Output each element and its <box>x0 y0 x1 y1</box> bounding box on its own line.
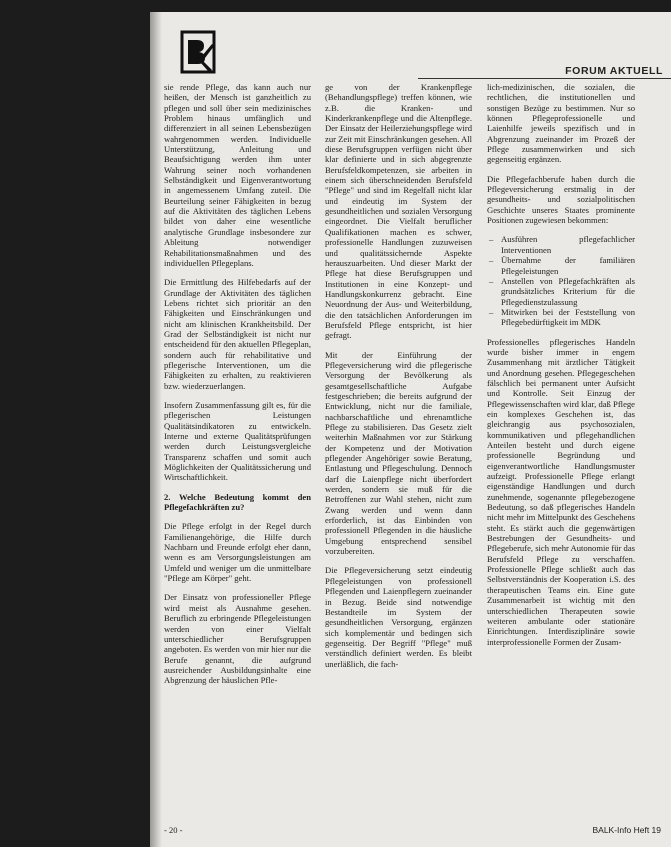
text-column-2 <box>325 82 472 678</box>
paragraph: lich-medizinischen, die sozialen, die rechtlichen, die institutionellen und sonstigen Bezüge zu bestimmen. Nur so können Pflegeprofessionelle und Laienhilfe jeweils spezifisch und in Abgrenzung zueinander im Prozeß der Pflege zusammenwirken und sich gegenseitig ergänzen. <box>487 82 635 165</box>
text-column-1 <box>164 82 311 695</box>
paragraph: Die Pflegefachberufe haben durch die Pflegeversicherung erstmalig in der gesundheits- und sozialpolitischen Geschichte unseres Staates prominente Positionen zugewiesen bekommen: <box>487 173 635 226</box>
list-item: – Übernahme der familiären Pflegeleistungen <box>487 255 635 276</box>
journal-footer: BALK-Info Heft 19 <box>592 825 661 835</box>
paragraph: Die Pflege erfolgt in der Regel durch Familienangehörige, die Hilfe durch Nachbarn und Freunde erfolgt eher dann, wenn es am Versorgungsleistungen am Umfeld und weniger um die unmittelbare "Pflege am Körper" geht. <box>164 521 311 584</box>
paragraph: Mit der Einführung der Pflegeversicherung wird die pflegerische Versorgung der Bevölkerung als gesamtgesellschaftliche Aufgabe festgeschrieben; die bereits aufgrund der Entwicklung, nicht nur die familiale, nachbarschaftliche und ehrenamtliche Pflege zu stabilisieren. Das Gesetz zielt weiterhin Maßnahmen vor zur Stärkung der Kompetenz und der Motivation pflegender Angehöriger sowie Beratung, Entlastung und Pflegeschulung. Dennoch darf die Laienpflege nicht überfordert werden, sondern sie muß für die Betroffenen zur Wahl stehen, nicht zum Zwang werden und wenn dann erforderlich, ist das Einbinden von professionell Pflegenden in die häusliche Umgebung entsprechend sensibel vorzubereiten. <box>325 349 472 557</box>
section-heading: 2. Welche Bedeutung kommt den Pflegefachkräften zu? <box>164 491 311 513</box>
header-rule <box>418 78 671 79</box>
paragraph: Die Pflegeversicherung setzt eindeutig Pflegeleistungen von professionell Pflegenden und Laienpflegern zueinander in Bezug. Beide sind notwendige Bestandteile im System der gesundheitlichen Versorgung, ergänzen sich komplementär und bedingen sich gegenseitig. Der Begriff "Pflege" muß verständlich definiert werden. Es bleibt unerläßlich, die fach- <box>325 565 472 669</box>
list-item: – Anstellen von Pflegefachkräften als grundsätzliches Kriterium für die Pflegedienstzulassung <box>487 276 635 307</box>
balk-logo <box>178 30 218 74</box>
paragraph: Insofern Zusammenfassung gilt es, für die pflegerischen Leistungen Qualitätsindikatoren zu entwickeln. Interne und externe Qualitätsprüfungen werden durch Leistungsvergleiche Transparenz schaffen und somit auch Möglichkeiten der Qualitätssicherung und Wirtschaftlichkeit. <box>164 399 311 483</box>
bullet-list <box>487 234 635 327</box>
paragraph: Professionelles pflegerisches Handeln wurde bisher immer in engem Zusammenhang mit ärztlicher Tätigkeit und Anordnung gesehen. Pflegegeschehen fälschlich bei permanent unter Aufsicht und Kontrolle. Seit Einzug der Pflegewissenschaften wird klar, daß Pflege ein komplexes Geschehen ist, das gleichrangig aus psychosozialen, kommunikativen und pflegehandlichen Anteilen besteht und durch eigene professionelle Begründung und eigenverantwortliche Handlungsmuster aufzeigt. Professionelle Pflege erlangt eigenständige Handlungen und durch zunehmende, sogenannte pflegebezogene Bedeutung, so daß pflegerisches Handeln nicht mehr im Mittelpunkt des Geschehens steht. Es stärkt auch die gegenwärtigen Bestrebungen der Gesundheits- und Pflegeberufe, sich mehr Autonomie für das Berufsfeld Pflege zu verschaffen. Professionelle Pflege schließt auch das Selbstverständnis der Kooperation i.S. des therapeutischen Teams ein. Eine gute Zusammenarbeit ist wichtig mit den unterschiedlichen Therapeuten sowie weiteren ambulante oder stationäre Einrichtungen. Interdisziplinäre sowie interprofessionelle Formen der Zusam- <box>487 336 635 647</box>
list-item: – Ausführen pflegefachlicher Interventionen <box>487 234 635 255</box>
paragraph: Der Einsatz von professioneller Pflege wird meist als Ausnahme gesehen. Beruflich zu erbringende Pflegeleistungen werden von einer Vielfalt unterschiedlicher Berufsgruppen angeboten. Es werden von mir hier nur die Berufe genannt, die aufgrund ausreichender Ausbildungsinhalte eine Abgrenzung der häuslichen Pfle- <box>164 592 311 686</box>
text-column-3 <box>487 82 635 656</box>
paragraph: Die Ermittlung des Hilfebedarfs auf der Grundlage der Aktivitäten des täglichen Lebens richtet sich prioritär an den Fähigkeiten und Einschränkungen und nicht am klinischen Krankheitsbild. Der Grad der Selbständigkeit ist nicht nur entscheidend für den aktuellen Pflegeplan, sondern auch für rehabilitative und pflegerische Interventionen, um die Fähigkeiten zu erhalten, zu reaktivieren bzw. wiederzuerlangen. <box>164 277 311 391</box>
paragraph: ge von der Krankenpflege (Behandlungspflege) treffen können, wie z.B. die Kranken- und Kinderkrankenpflege und die Altenpflege. Der Einsatz der Heilerziehungspflege wird zur Zeit mit Einschränkungen gesehen. All diese Berufsgruppen verfügen nicht über klar definierte und in sich abgegrenzte Berufsfeldkompetenzen, sie arbeiten in einem sich überschneidenden Berufsfeld "Pflege" und sind im Regelfall nicht klar und eindeutig im System der gesundheitlichen und sozialen Versorgung eingeordnet. Die Vielfalt beruflicher Qualifikationen machen es schwer, professionelle Handlungen zuzuweisen und qualitätssichernde Aspekte herauszuarbeiten. Und dieser Markt der Pflege hat diese Berufsgruppen und Institutionen in eine Konzept- und Handlungskonkurrenz gebracht. Eine Neuordnung der Aus- und Weiterbildung, die den tatsächlichen Anforderungen im Berufsfeld Pflege entspricht, ist hier gefragt. <box>325 82 473 341</box>
section-header: FORUM AKTUELL <box>565 65 663 77</box>
page-number: - 20 - <box>164 825 183 835</box>
paragraph: sie rende Pflege, das kann auch nur heißen, der Mensch ist ganzheitlich zu pflegen und soll über sein medizinisches Problem hinaus umfänglich und differenziert in all seinen Lebensbezügen wahrgenommen werden. Individuelle Unterstützung, Anleitung und Beaufsichtigung werden ihm unter Wahrung seiner noch vorhandenen Selbständigkeit und Eigenverantwortung in angemessenem Umfang zuteil. Die Beurteilung seiner Fähigkeiten in bezug auf die Aktivitäten des täglichen Lebens bildet von daher eine wesentliche analytische Grundlage insbesondere zur Ableitung notwendiger Rehabilitationsmaßnahmen und des individuellen Pflegeplans. <box>164 82 311 268</box>
list-item: – Mitwirken bei der Feststellung von Pflegebedürftigkeit im MDK <box>487 307 635 328</box>
document-page <box>150 12 671 847</box>
